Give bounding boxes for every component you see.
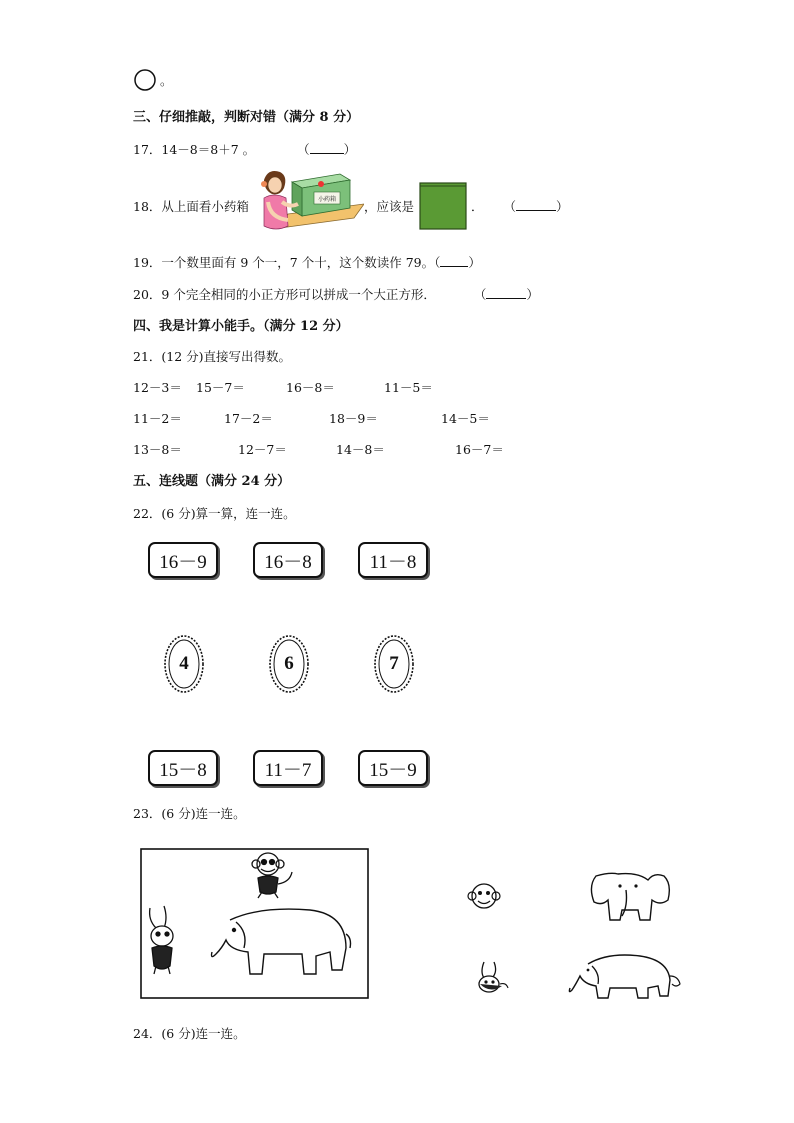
section4-title: 四、我是计算小能手。（满分 12 分） bbox=[133, 319, 349, 334]
q20-answer[interactable]: （ ） bbox=[473, 287, 539, 302]
calc-item: 12－7＝ bbox=[238, 442, 287, 457]
calc-item: 13－8＝ bbox=[133, 442, 182, 457]
question-24 bbox=[133, 1028, 246, 1041]
medicine-box-label: 小药箱 bbox=[317, 196, 337, 203]
question-21 bbox=[133, 351, 291, 364]
expression-box-top[interactable]: 16－8 bbox=[253, 542, 323, 578]
q18-text-before: 从上面看小药箱 bbox=[161, 199, 249, 214]
q18-number: 18． bbox=[133, 199, 162, 214]
q17-number: 17． bbox=[133, 142, 162, 157]
q17-answer[interactable]: （ ） bbox=[297, 142, 357, 157]
q19-number: 19． bbox=[133, 255, 162, 270]
q23-number: 23． bbox=[133, 806, 162, 821]
q18-period: ． bbox=[471, 199, 484, 214]
calc-item: 12－3＝ bbox=[133, 380, 182, 395]
q21-text: (12 分)直接写出得数。 bbox=[161, 349, 292, 364]
elephant-top-drawing[interactable] bbox=[568, 948, 684, 1004]
q17-text: 14－8＝8＋7 。 bbox=[161, 142, 256, 157]
question-19 bbox=[133, 257, 481, 270]
question-22 bbox=[133, 508, 296, 521]
question-23 bbox=[133, 808, 246, 821]
calc-item: 14－5＝ bbox=[441, 411, 490, 426]
calc-item: 14－8＝ bbox=[336, 442, 385, 457]
monkey-face-drawing[interactable] bbox=[466, 880, 502, 912]
expression-box-bottom[interactable]: 11－7 bbox=[253, 750, 323, 786]
green-square-answer bbox=[419, 182, 467, 230]
answer-circle bbox=[133, 68, 157, 96]
question-18-end bbox=[471, 201, 569, 214]
elephant-front-drawing[interactable] bbox=[588, 866, 672, 930]
q23-text: (6 分)连一连。 bbox=[161, 806, 246, 821]
q19-text: 一个数里面有 9 个一，7 个十，这个数读作 79。（ bbox=[161, 255, 441, 270]
q22-text: (6 分)算一算，连一连。 bbox=[161, 506, 296, 521]
expression-box-bottom[interactable]: 15－9 bbox=[358, 750, 428, 786]
number-value: 4 bbox=[179, 653, 189, 674]
number-frame[interactable] bbox=[372, 633, 416, 695]
calc-item: 18－9＝ bbox=[329, 411, 378, 426]
q18-answer[interactable]: （ ） bbox=[503, 199, 569, 214]
question-18-start bbox=[133, 201, 249, 214]
animal-side-view-picture bbox=[140, 848, 370, 1000]
q19-answer[interactable]: ） bbox=[440, 255, 481, 270]
calc-item: 16－7＝ bbox=[455, 442, 504, 457]
question-17 bbox=[133, 144, 356, 157]
q22-number: 22． bbox=[133, 506, 162, 521]
expression-box-top[interactable]: 11－8 bbox=[358, 542, 428, 578]
calc-item: 16－8＝ bbox=[286, 380, 335, 395]
q20-number: 20． bbox=[133, 287, 162, 302]
rabbit-face-drawing[interactable] bbox=[472, 960, 512, 996]
section5-title: 五、连线题（满分 24 分） bbox=[133, 474, 291, 489]
calc-item: 11－2＝ bbox=[133, 411, 182, 426]
q24-number: 24． bbox=[133, 1026, 162, 1041]
question-18-mid: ，应该是 bbox=[364, 199, 415, 214]
number-frame[interactable] bbox=[162, 633, 206, 695]
answer-period: 。 bbox=[160, 73, 173, 88]
expression-box-top[interactable]: 16－9 bbox=[148, 542, 218, 578]
calc-item: 15－7＝ bbox=[196, 380, 245, 395]
question-20 bbox=[133, 289, 539, 302]
section3-title: 三、仔细推敲，判断对错（满分 8 分） bbox=[133, 110, 360, 125]
number-value: 6 bbox=[284, 653, 294, 674]
number-value: 7 bbox=[389, 653, 399, 674]
number-frame[interactable] bbox=[267, 633, 311, 695]
q21-number: 21． bbox=[133, 349, 162, 364]
calc-item: 11－5＝ bbox=[384, 380, 433, 395]
expression-box-bottom[interactable]: 15－8 bbox=[148, 750, 218, 786]
q24-text: (6 分)连一连。 bbox=[161, 1026, 246, 1041]
q20-text: 9 个完全相同的小正方形可以拼成一个大正方形． bbox=[161, 287, 436, 302]
calc-item: 17－2＝ bbox=[224, 411, 273, 426]
girl-medicine-box-illustration bbox=[258, 168, 364, 240]
